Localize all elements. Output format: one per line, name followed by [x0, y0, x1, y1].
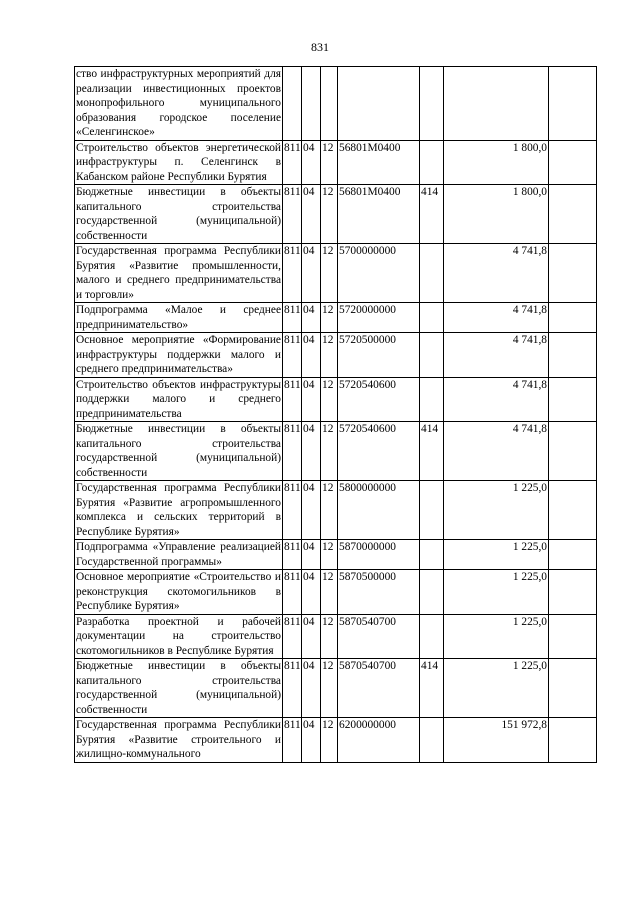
extra-column-cell — [549, 140, 597, 185]
item-name-cell: Строительство объектов инфраструктуры поддержки малого и среднего предпринимательства — [76, 378, 281, 420]
table-row — [75, 540, 597, 570]
table-row — [75, 333, 597, 378]
grbs-code-cell: 811 — [283, 718, 302, 763]
grbs-code-cell: 811 — [283, 140, 302, 185]
table-row — [75, 377, 597, 422]
item-name-cell: Разработка проектной и рабочей документации на строительство скотомогильников в Республике Бурятия — [76, 615, 281, 657]
grbs-code-cell: 811 — [283, 333, 302, 378]
section-code-cell: 04 — [302, 140, 321, 185]
expense-type-code-cell — [420, 244, 444, 303]
target-item-code-cell: 5870000000 — [338, 540, 420, 570]
subsection-code-cell: 12 — [321, 377, 338, 422]
amount-cell — [444, 67, 549, 141]
table-row — [75, 718, 597, 763]
target-item-code-cell: 5700000000 — [338, 244, 420, 303]
section-code-cell: 04 — [302, 659, 321, 718]
amount-cell: 4 741,8 — [444, 303, 549, 333]
extra-column-cell — [549, 67, 597, 141]
table-row — [75, 244, 597, 303]
section-code-cell: 04 — [302, 185, 321, 244]
grbs-code-cell: 811 — [283, 303, 302, 333]
amount-cell: 1 225,0 — [444, 481, 549, 540]
section-code-cell: 04 — [302, 422, 321, 481]
extra-column-cell — [549, 570, 597, 615]
extra-column-cell — [549, 333, 597, 378]
expense-type-code-cell — [420, 303, 444, 333]
grbs-code-cell: 811 — [283, 422, 302, 481]
grbs-code-cell: 811 — [283, 570, 302, 615]
target-item-code-cell: 5720540600 — [338, 422, 420, 481]
expense-type-code-cell — [420, 718, 444, 763]
target-item-code-cell: 5870500000 — [338, 570, 420, 615]
grbs-code-cell: 811 — [283, 540, 302, 570]
section-code-cell — [302, 67, 321, 141]
table-row — [75, 570, 597, 615]
target-item-code-cell: 56801М0400 — [338, 185, 420, 244]
item-name-cell: Бюджетные инвестиции в объекты капитального строительства государственной (муниципальной) собственности — [76, 423, 281, 479]
amount-cell: 1 225,0 — [444, 659, 549, 718]
item-name-cell: Бюджетные инвестиции в объекты капитального строительства государственной (муниципальной) собственности — [76, 660, 281, 716]
section-code-cell: 04 — [302, 481, 321, 540]
table-row — [75, 185, 597, 244]
target-item-code-cell: 5720000000 — [338, 303, 420, 333]
amount-cell: 1 225,0 — [444, 614, 549, 659]
extra-column-cell — [549, 303, 597, 333]
target-item-code-cell: 56801М0400 — [338, 140, 420, 185]
amount-cell: 4 741,8 — [444, 333, 549, 378]
extra-column-cell — [549, 614, 597, 659]
section-code-cell: 04 — [302, 718, 321, 763]
table-row — [75, 422, 597, 481]
target-item-code-cell — [338, 67, 420, 141]
item-name-cell: Бюджетные инвестиции в объекты капитального строительства государственной (муниципальной) собственности — [76, 186, 281, 242]
amount-cell: 4 741,8 — [444, 244, 549, 303]
expense-type-code-cell: 414 — [420, 422, 444, 481]
amount-cell: 1 225,0 — [444, 570, 549, 615]
grbs-code-cell: 811 — [283, 377, 302, 422]
item-name-cell: Основное мероприятие «Строительство и реконструкция скотомогильников в Республике Бурятия» — [76, 571, 281, 612]
subsection-code-cell: 12 — [321, 422, 338, 481]
target-item-code-cell: 6200000000 — [338, 718, 420, 763]
table-row — [75, 481, 597, 540]
subsection-code-cell: 12 — [321, 570, 338, 615]
subsection-code-cell: 12 — [321, 718, 338, 763]
amount-cell: 4 741,8 — [444, 422, 549, 481]
expense-type-code-cell — [420, 140, 444, 185]
section-code-cell: 04 — [302, 540, 321, 570]
subsection-code-cell — [321, 67, 338, 141]
amount-cell: 1 225,0 — [444, 540, 549, 570]
table-row — [75, 303, 597, 333]
grbs-code-cell — [283, 67, 302, 141]
subsection-code-cell: 12 — [321, 481, 338, 540]
table-body — [75, 67, 597, 763]
expense-type-code-cell: 414 — [420, 659, 444, 718]
item-name-cell: Государственная программа Республики Бурятия «Развитие строительного и жилищно-коммунального — [76, 719, 281, 760]
subsection-code-cell: 12 — [321, 659, 338, 718]
table-row — [75, 614, 597, 659]
expense-type-code-cell: 414 — [420, 185, 444, 244]
section-code-cell: 04 — [302, 614, 321, 659]
subsection-code-cell: 12 — [321, 614, 338, 659]
table-row — [75, 67, 597, 141]
extra-column-cell — [549, 718, 597, 763]
table-row — [75, 659, 597, 718]
subsection-code-cell: 12 — [321, 333, 338, 378]
grbs-code-cell: 811 — [283, 185, 302, 244]
expense-type-code-cell — [420, 481, 444, 540]
extra-column-cell — [549, 185, 597, 244]
expense-type-code-cell — [420, 67, 444, 141]
expense-type-code-cell — [420, 377, 444, 422]
target-item-code-cell: 5870540700 — [338, 659, 420, 718]
section-code-cell: 04 — [302, 303, 321, 333]
expense-type-code-cell — [420, 570, 444, 615]
expense-type-code-cell — [420, 614, 444, 659]
extra-column-cell — [549, 481, 597, 540]
section-code-cell: 04 — [302, 570, 321, 615]
table-row — [75, 140, 597, 185]
amount-cell: 4 741,8 — [444, 377, 549, 422]
subsection-code-cell: 12 — [321, 140, 338, 185]
extra-column-cell — [549, 422, 597, 481]
amount-cell: 1 800,0 — [444, 185, 549, 244]
expense-type-code-cell — [420, 333, 444, 378]
subsection-code-cell: 12 — [321, 540, 338, 570]
grbs-code-cell: 811 — [283, 481, 302, 540]
budget-table — [74, 66, 597, 763]
target-item-code-cell: 5800000000 — [338, 481, 420, 540]
expense-type-code-cell — [420, 540, 444, 570]
target-item-code-cell: 5720500000 — [338, 333, 420, 378]
extra-column-cell — [549, 659, 597, 718]
extra-column-cell — [549, 244, 597, 303]
section-code-cell: 04 — [302, 377, 321, 422]
extra-column-cell — [549, 377, 597, 422]
subsection-code-cell: 12 — [321, 185, 338, 244]
target-item-code-cell: 5720540600 — [338, 377, 420, 422]
item-name-cell: Основное мероприятие «Формирование инфраструктуры поддержки малого и среднего предпринимательства» — [76, 334, 281, 375]
subsection-code-cell: 12 — [321, 244, 338, 303]
section-code-cell: 04 — [302, 333, 321, 378]
item-name-cell: Подпрограмма «Управление реализацией Государственной программы» — [76, 541, 281, 568]
item-name-cell: Подпрограмма «Малое и среднее предпринимательство» — [76, 304, 281, 331]
item-name-cell: Строительство объектов энергетической инфраструктуры п. Селенгинск в Кабанском районе Республики Бурятия — [76, 141, 281, 183]
grbs-code-cell: 811 — [283, 614, 302, 659]
grbs-code-cell: 811 — [283, 244, 302, 303]
target-item-code-cell: 5870540700 — [338, 614, 420, 659]
grbs-code-cell: 811 — [283, 659, 302, 718]
item-name-cell: ство инфраструктурных мероприятий для реализации инвестиционных проектов монопрофильного муниципального образования городское поселение «Селенгинское» — [76, 68, 281, 138]
item-name-cell: Государственная программа Республики Бурятия «Развитие агропромышленного комплекса и сельских территорий в Республике Бурятия» — [76, 482, 281, 538]
extra-column-cell — [549, 540, 597, 570]
amount-cell: 1 800,0 — [444, 140, 549, 185]
page-number: 831 — [311, 40, 329, 54]
item-name-cell: Государственная программа Республики Бурятия «Развитие промышленности, малого и среднего предпринимательства и торговли» — [76, 245, 281, 301]
subsection-code-cell: 12 — [321, 303, 338, 333]
section-code-cell: 04 — [302, 244, 321, 303]
amount-cell: 151 972,8 — [444, 718, 549, 763]
